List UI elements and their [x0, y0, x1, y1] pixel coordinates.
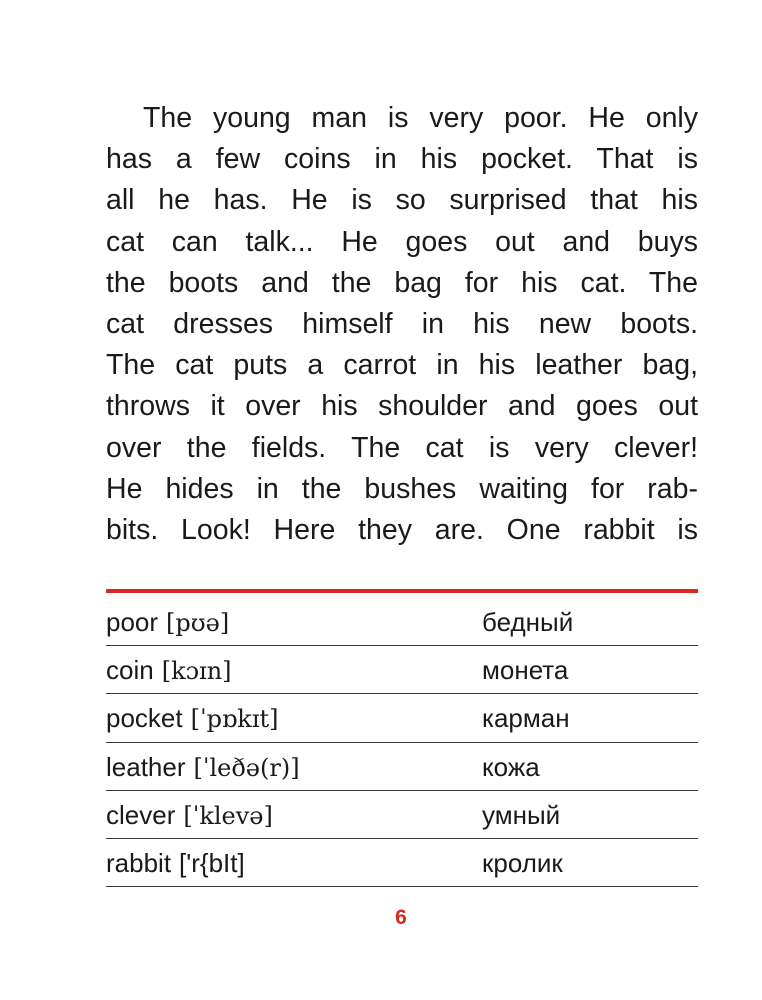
vocabulary-entry	[106, 848, 245, 879]
reading-text	[106, 98, 698, 551]
reading-line: cat can talk... He goes out and buys	[106, 225, 698, 258]
vocabulary-word: clever	[106, 799, 176, 830]
vocabulary-translation: карман	[482, 703, 570, 734]
reading-line: cat dresses himself in his new boots.	[106, 307, 698, 340]
vocabulary-entry	[106, 607, 229, 638]
vocabulary-divider	[106, 589, 698, 593]
vocabulary-row	[106, 839, 698, 887]
vocabulary-table	[106, 598, 698, 887]
vocabulary-translation: бедный	[482, 607, 574, 637]
vocabulary-word: leather	[106, 751, 186, 782]
vocabulary-word: pocket	[106, 703, 183, 734]
vocabulary-transcription: [pʊə]	[166, 609, 230, 637]
vocabulary-row	[106, 646, 698, 694]
reading-line: all he has. He is so surprised that his	[106, 184, 698, 217]
vocabulary-transcription: [ˈklevə]	[183, 801, 273, 830]
vocabulary-entry	[106, 752, 300, 783]
vocabulary-translation: монета	[482, 655, 569, 686]
vocabulary-translation: кожа	[482, 751, 540, 782]
vocabulary-translation: умный	[482, 799, 561, 830]
reading-line: bits. Look! Here they are. One rabbit is	[106, 513, 698, 546]
reading-line: The cat puts a carrot in his leather bag,	[106, 349, 698, 382]
reading-line: The young man is very poor. He only	[143, 102, 698, 134]
reading-line: has a few coins in his pocket. That is	[106, 143, 698, 176]
reading-line: over the fields. The cat is very clever!	[106, 431, 698, 464]
page-number: 6	[395, 906, 407, 929]
vocabulary-word: coin	[106, 655, 154, 686]
reading-line: throws it over his shoulder and goes out	[106, 390, 698, 423]
vocabulary-entry	[106, 655, 232, 686]
vocabulary-row	[106, 791, 698, 839]
vocabulary-entry	[106, 800, 273, 831]
vocabulary-transcription: [ˈpɒkɪt]	[190, 705, 279, 734]
vocabulary-word: poor	[106, 607, 159, 637]
vocabulary-entry	[106, 703, 279, 734]
vocabulary-transcription: ['r{bIt]	[179, 847, 245, 878]
vocabulary-row	[106, 743, 698, 791]
vocabulary-row	[106, 598, 698, 646]
vocabulary-translation: кролик	[482, 847, 563, 878]
vocabulary-transcription: [kɔɪn]	[161, 657, 232, 686]
vocabulary-word: rabbit	[106, 847, 172, 878]
reading-line: the boots and the bag for his cat. The	[106, 266, 698, 299]
vocabulary-row	[106, 694, 698, 742]
vocabulary-transcription: [ˈleðə(r)]	[193, 753, 300, 782]
reading-line: He hides in the bushes waiting for rab-	[106, 472, 698, 505]
